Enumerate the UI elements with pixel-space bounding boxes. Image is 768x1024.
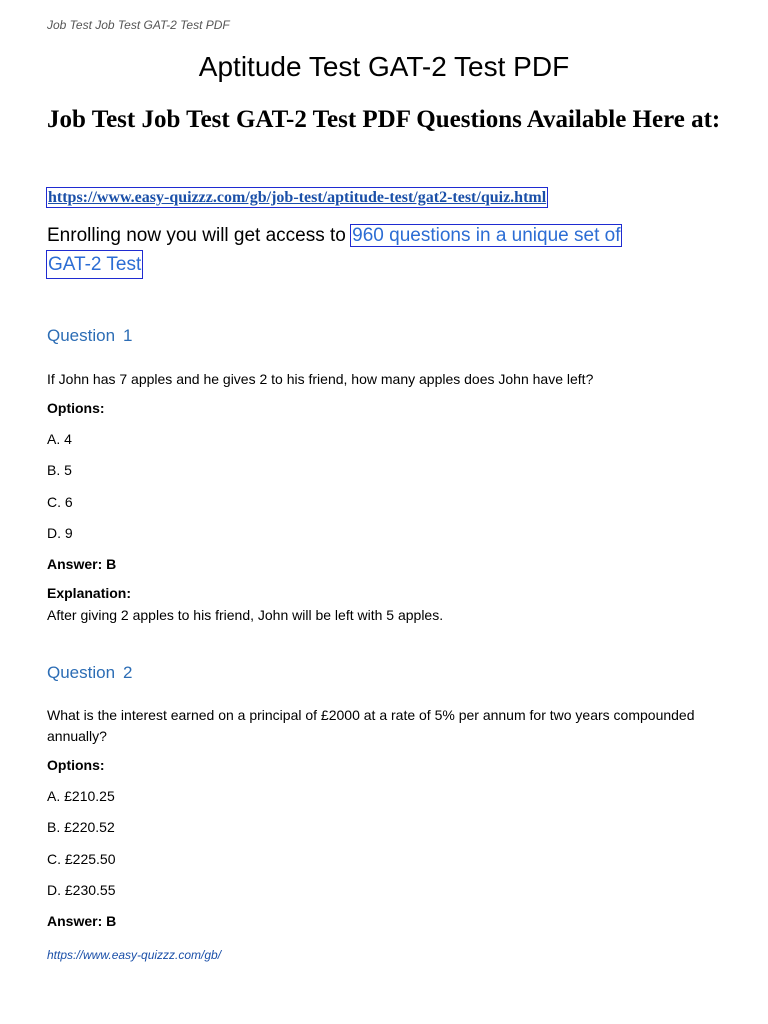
- question-2-text: What is the interest earned on a principal of £2000 at a rate of 5% per annum for two years compounded annually?: [47, 707, 695, 744]
- question-label: Question: [47, 326, 116, 345]
- question-label: Question: [47, 663, 116, 682]
- question-1-explanation: After giving 2 apples to his friend, John will be left with 5 apples.: [47, 607, 444, 623]
- enroll-link-continued[interactable]: GAT-2 Test: [46, 250, 143, 279]
- question-2-option-c: C. £225.50: [47, 851, 116, 867]
- question-2-option-a: A. £210.25: [47, 788, 115, 804]
- question-2-answer: Answer: B: [47, 913, 117, 929]
- question-2-option-b: B. £220.52: [47, 819, 115, 835]
- question-1-option-c: C. 6: [47, 494, 73, 510]
- question-number: 1: [123, 326, 133, 345]
- question-1-text: If John has 7 apples and he gives 2 to his friend, how many apples does John have left?: [47, 371, 594, 387]
- question-1-option-d: D. 9: [47, 525, 73, 541]
- question-1-explanation-label: Explanation:: [47, 585, 132, 601]
- enroll-link[interactable]: 960 questions in a unique set of: [352, 225, 621, 246]
- quiz-link[interactable]: https://www.easy-quizzz.com/gb/job-test/aptitude-test/gat2-test/quiz.html: [48, 189, 547, 206]
- question-2-options-label: Options:: [47, 757, 105, 773]
- question-2-heading: [47, 663, 133, 683]
- question-1-option-b: B. 5: [47, 462, 72, 478]
- question-1-heading: [47, 326, 133, 346]
- footer-link[interactable]: https://www.easy-quizzz.com/gb/: [47, 948, 222, 962]
- enroll-text: Enrolling now you will get access to: [47, 225, 352, 246]
- question-1-options-label: Options:: [47, 400, 105, 416]
- enroll-line: [47, 221, 621, 250]
- question-number: 2: [123, 663, 133, 682]
- question-1-option-a: A. 4: [47, 431, 72, 447]
- document-heading: Job Test Job Test GAT-2 Test PDF Questions Available Here at:: [47, 106, 721, 133]
- question-1-answer: Answer: B: [47, 556, 117, 572]
- question-2-option-d: D. £230.55: [47, 882, 116, 898]
- running-header: Job Test Job Test GAT-2 Test PDF: [47, 18, 230, 32]
- document-title: Aptitude Test GAT-2 Test PDF: [198, 51, 570, 82]
